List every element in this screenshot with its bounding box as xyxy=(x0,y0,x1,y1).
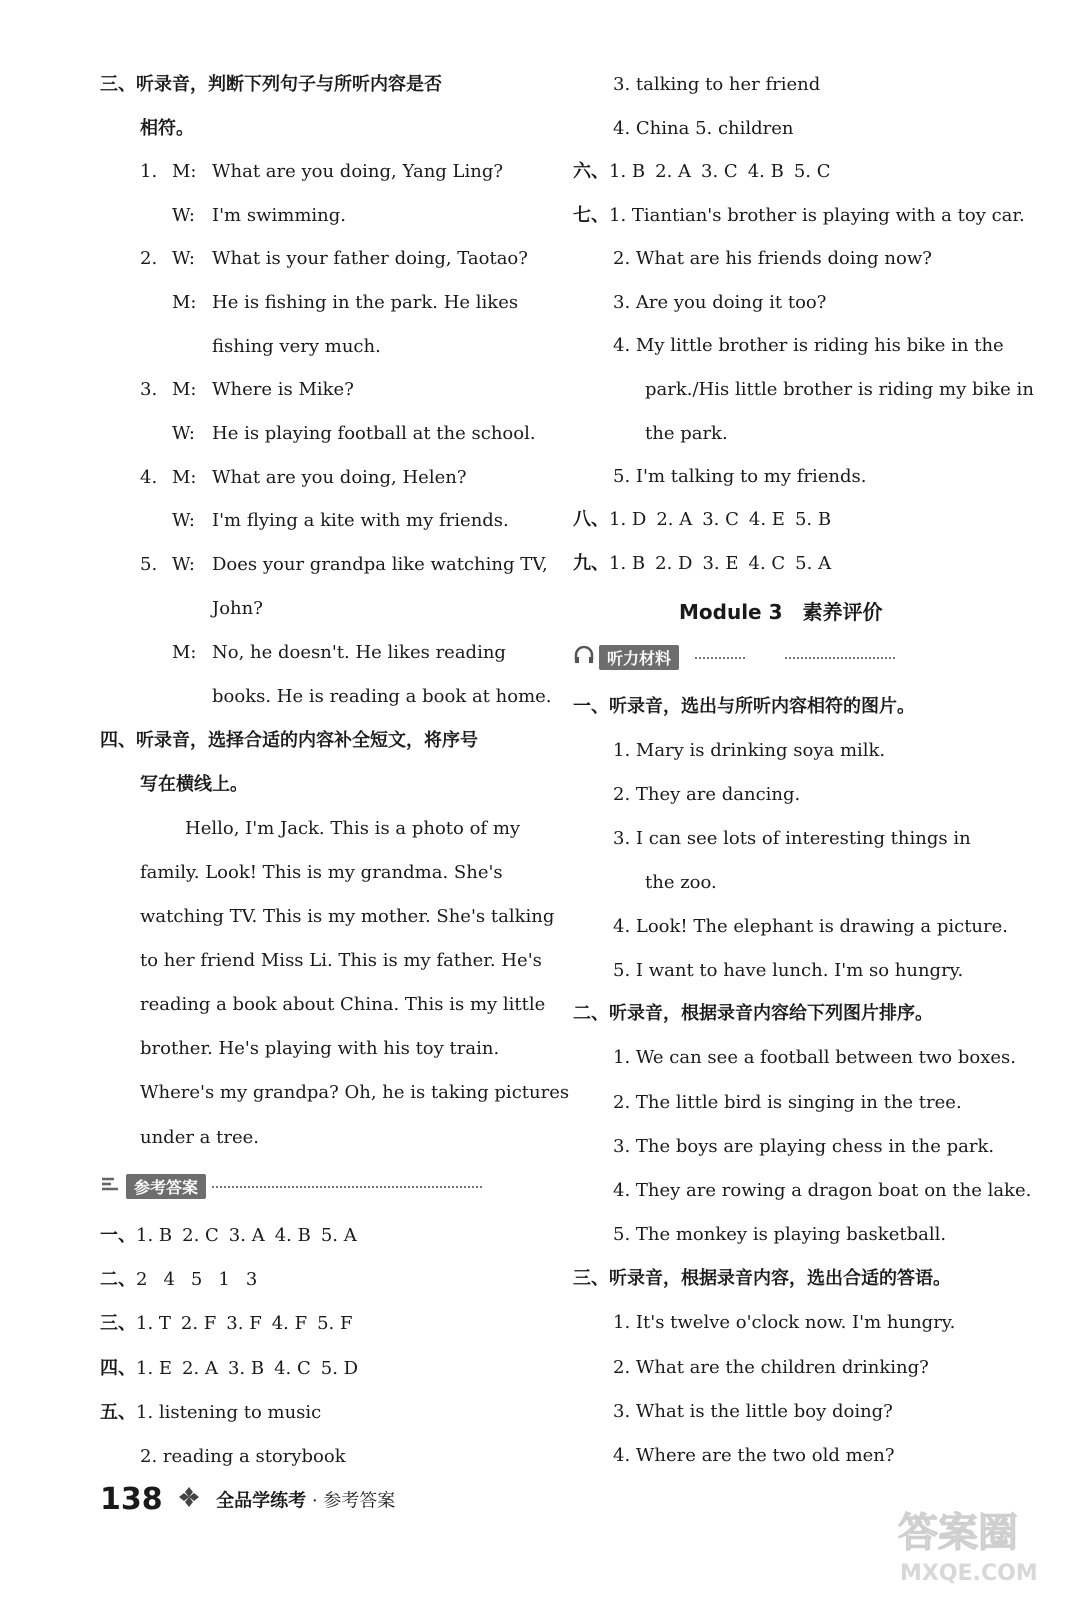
section-4-heading-cont: 写在横线上。 xyxy=(140,774,248,795)
passage-line: under a tree. xyxy=(140,1127,260,1148)
script-line: 1. It's twelve o'clock now. I'm hungry. xyxy=(613,1312,956,1333)
answer-row: park./His little brother is riding my bike in xyxy=(645,379,1034,400)
script-line: 4. Where are the two old men? xyxy=(613,1445,895,1466)
answer-row: 4. My little brother is riding his bike in the xyxy=(613,335,1004,356)
answers-icon xyxy=(100,1175,122,1198)
script-line: 5. I want to have lunch. I'm so hungry. xyxy=(613,960,964,981)
diamond-logo-icon xyxy=(178,1486,200,1513)
script-line: 1. Mary is drinking soya milk. xyxy=(613,740,886,761)
dialog-line: 2. W: What is your father doing, Taotao? xyxy=(140,248,528,269)
script-line: 4. They are rowing a dragon boat on the lake. xyxy=(613,1180,1032,1201)
dialog-line: M: No, he doesn't. He likes reading xyxy=(172,642,506,663)
passage-line: watching TV. This is my mother. She's talking xyxy=(140,906,555,927)
watermark-url: MXQE.COM xyxy=(900,1561,1038,1586)
page-number: 138 xyxy=(100,1482,163,1517)
listening-tag-row xyxy=(573,645,1013,673)
answer-row: 八、1. D 2. A 3. C 4. E 5. B xyxy=(573,509,832,530)
script-line: 2. The little bird is singing in the tree. xyxy=(613,1092,962,1113)
section-3-heading-cont: 相符。 xyxy=(140,118,194,139)
dialog-line: W: I'm swimming. xyxy=(172,205,346,226)
answer-row: 4. China 5. children xyxy=(613,118,794,139)
answer-row: 六、1. B 2. A 3. C 4. B 5. C xyxy=(573,161,831,182)
script-line: the zoo. xyxy=(645,872,717,893)
listening-tag: 听力材料 xyxy=(599,645,679,670)
headphones-icon xyxy=(573,646,595,669)
script-line: 5. The monkey is playing basketball. xyxy=(613,1224,947,1245)
dialog-line: fishing very much. xyxy=(212,336,381,357)
section-3-heading: 三、听录音，判断下列句子与所听内容是否 xyxy=(100,74,442,95)
passage-line: reading a book about China. This is my little xyxy=(140,994,546,1015)
answer-row: 5. I'm talking to my friends. xyxy=(613,466,867,487)
passage-line: brother. He's playing with his toy train. xyxy=(140,1038,500,1059)
watermark-logo xyxy=(892,1494,1052,1586)
dialog-line: 4. M: What are you doing, Helen? xyxy=(140,467,467,488)
dialog-line: W: I'm flying a kite with my friends. xyxy=(172,510,509,531)
script-line: 3. The boys are playing chess in the park. xyxy=(613,1136,995,1157)
listening-3-heading: 三、听录音，根据录音内容，选出合适的答语。 xyxy=(573,1268,951,1289)
answer-row: 二、2 4 5 1 3 xyxy=(100,1269,258,1290)
answer-row: 九、1. B 2. D 3. E 4. C 5. A xyxy=(573,553,832,574)
answer-row: 一、1. B 2. C 3. A 4. B 5. A xyxy=(100,1225,357,1246)
section-4-heading: 四、听录音，选择合适的内容补全短文，将序号 xyxy=(100,730,478,751)
footer-section: · 参考答案 xyxy=(311,1490,396,1512)
dotted-divider xyxy=(695,657,745,659)
answer-row: 3. talking to her friend xyxy=(613,74,821,95)
watermark-text: 答案圈 xyxy=(898,1510,1018,1556)
listening-2-heading: 二、听录音，根据录音内容给下列图片排序。 xyxy=(573,1003,933,1024)
dialog-line: John? xyxy=(212,598,263,619)
script-line: 2. They are dancing. xyxy=(613,784,801,805)
script-line: 4. Look! The elephant is drawing a picture. xyxy=(613,916,1009,937)
dialog-line: books. He is reading a book at home. xyxy=(212,686,552,707)
dotted-divider xyxy=(785,657,895,659)
script-line: 3. I can see lots of interesting things in xyxy=(613,828,971,849)
book-title: 全品学练考 xyxy=(216,1490,307,1512)
answers-tag: 参考答案 xyxy=(126,1174,206,1199)
answer-row: 四、1. E 2. A 3. B 4. C 5. D xyxy=(100,1358,359,1379)
module-title: Module 3 素养评价 xyxy=(679,600,883,624)
dialog-line: M: He is fishing in the park. He likes xyxy=(172,292,519,313)
dialog-line: 3. M: Where is Mike? xyxy=(140,379,354,400)
dotted-divider xyxy=(212,1186,482,1188)
passage-line: Hello, I'm Jack. This is a photo of my xyxy=(185,818,521,839)
answer-row: 2. What are his friends doing now? xyxy=(613,248,932,269)
page-footer xyxy=(100,1482,395,1517)
passage-line: to her friend Miss Li. This is my father. He's xyxy=(140,950,542,971)
script-line: 3. What is the little boy doing? xyxy=(613,1401,893,1422)
answer-row: the park. xyxy=(645,423,728,444)
passage-line: Where's my grandpa? Oh, he is taking pictures xyxy=(140,1082,570,1103)
script-line: 1. We can see a football between two boxes. xyxy=(613,1047,1016,1068)
answer-row: 3. Are you doing it too? xyxy=(613,292,827,313)
dialog-line: W: He is playing football at the school. xyxy=(172,423,536,444)
answer-row: 2. reading a storybook xyxy=(140,1446,346,1467)
answers-tag-row xyxy=(100,1174,510,1202)
dialog-line: 5. W: Does your grandpa like watching TV, xyxy=(140,554,548,575)
dialog-line: 1. M: What are you doing, Yang Ling? xyxy=(140,161,504,182)
script-line: 2. What are the children drinking? xyxy=(613,1357,929,1378)
answer-row: 三、1. T 2. F 3. F 4. F 5. F xyxy=(100,1313,353,1334)
passage-line: family. Look! This is my grandma. She's xyxy=(140,862,503,883)
answer-row: 五、1. listening to music xyxy=(100,1402,322,1423)
listening-1-heading: 一、听录音，选出与所听内容相符的图片。 xyxy=(573,696,915,717)
answer-row: 七、1. Tiantian's brother is playing with a toy car. xyxy=(573,205,1025,226)
